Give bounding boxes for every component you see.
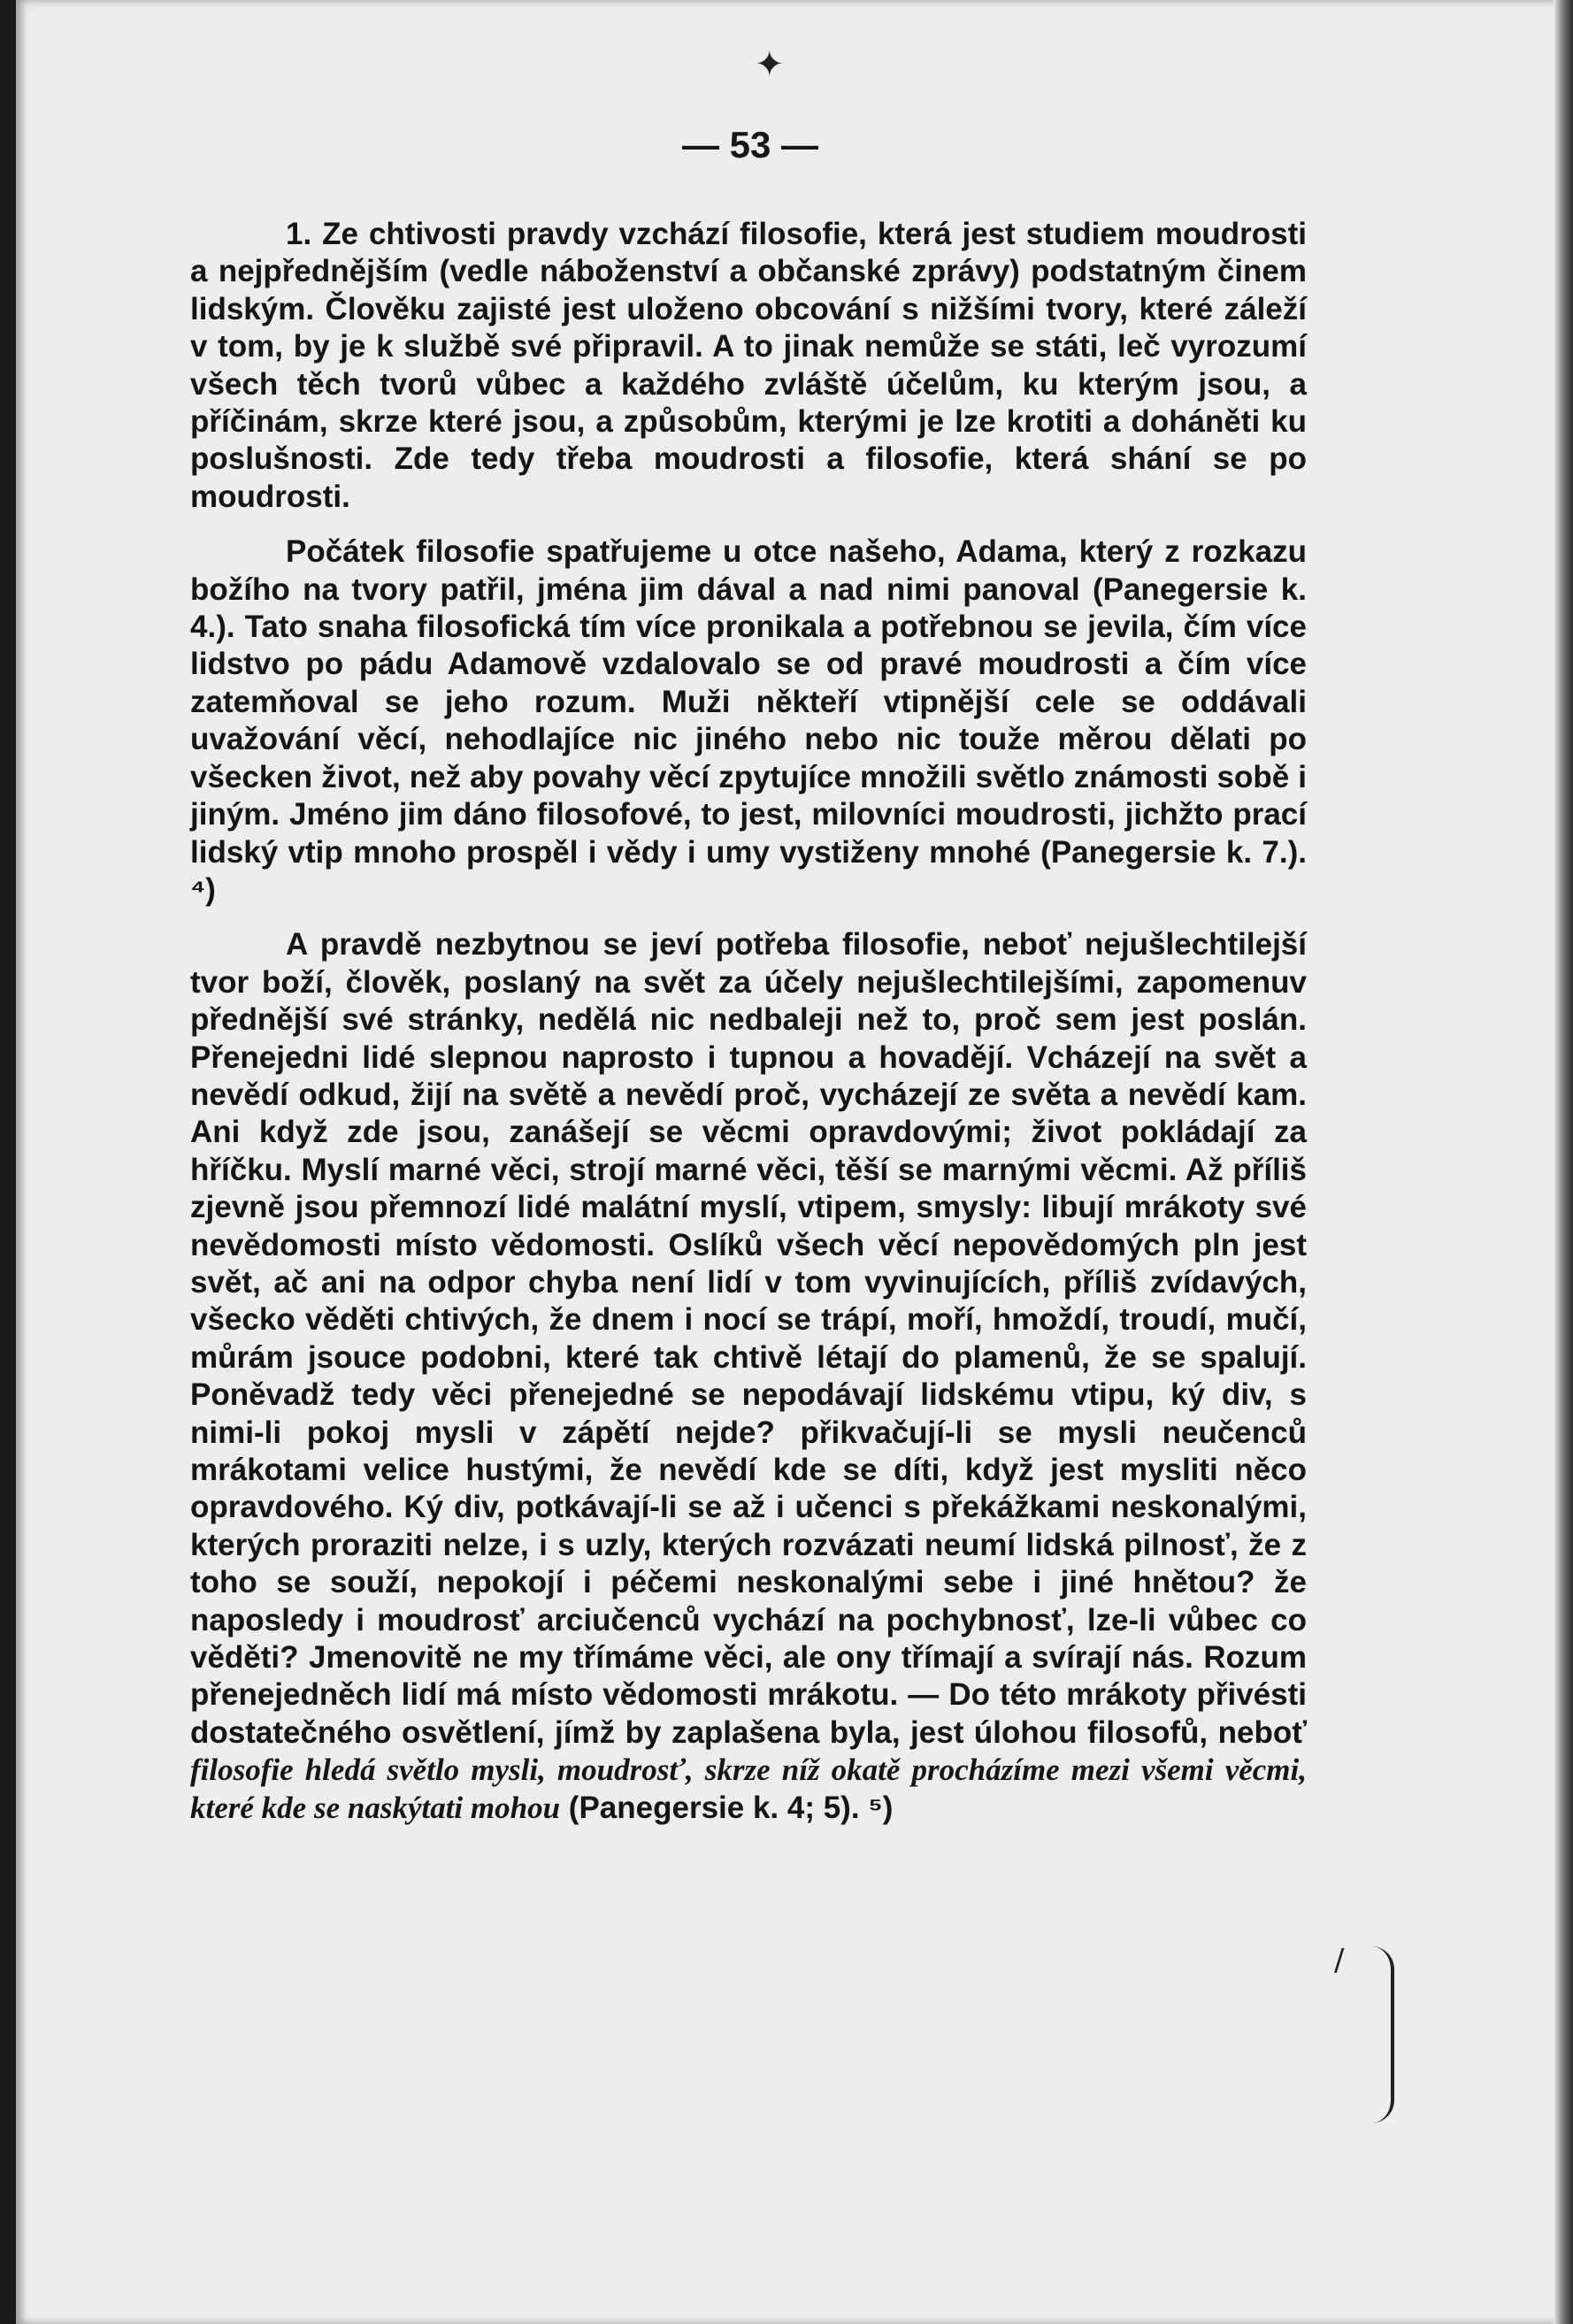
paragraph-3-text: A pravdě nezbytnou se jeví potřeba filosofie, neboť nejušlechtilejší tvor boží, člověk, poslaný na svět za účely nejušlechtilejšími, zapomenuv přednější své stránky, nedělá nic nedbaleji než to, proč sem jest poslán. Přenejedni lidé slepnou naprosto i tupnou a hovadějí. Vcházejí na svět a nevědí odkud, žijí na světě a nevědí proč, vycházejí ze světa a nevědí kam. Ani když zde jsou, zanášejí se věcmi opravdovými; život pokládají za hříčku. Myslí marné věci, strojí marné věci, těší se marnými věcmi. Až příliš zjevně jsou přemnozí lidé malátní myslí, vtipem, smysly: libují mrákoty své nevědomosti místo vědomosti. Oslíků všech věcí nepovědomých pln jest svět, ač ani na odpor chyba není lidí v tom vyvinujících, příliš zvídavých, všecko věděti chtivých, že dnem i nocí se trápí, moří, hmoždí, troudí, mučí, můrám jsouce podobni, které tak chtivě létají do plamenů, že se spalují. Poněvadž tedy věci přenejedné se nepodávají lidskému vtipu, ký div, s nimi-li pokoj mysli v zápětí nejde? přikvačují-li se mysli neučenců mrákotami velice hustými, že nevědí kde se díti, když jest mysliti něco opravdového. Ký div, potkávají-li se až i učenci s překážkami neskonalými, kterých proraziti nelze, i s uzly, kterých rozvázati neumí lidská pilnosť, že z toho se souží, nepokojí i péčemi neskonalými sebe i jiné hnětou? že naposledy i moudrosť arciučenců vychází na pochybnosť, lze-li vůbec co věděti? Jmenovitě ne my třímáme věci, ale ony třímají a svírají nás. Rozum přenejedněch lidí má místo vědomosti mrákotu. — Do této mrákoty přivésti dostatečného osvětlení, jímž by zaplašena byla, jest úlohou filosofů, neboť — [190, 927, 1307, 1750]
closing-citation: (Panegersie k. 4; 5). ⁵) — [568, 1790, 894, 1825]
page-edge-shadow — [1554, 0, 1573, 2324]
italic-quote: filosofie hledá světlo mysli, moudrosť, skrze níž okatě procházíme mezi všemi věcmi, které kde se naskýtati mohou — [190, 1753, 1307, 1825]
paragraph-3 — [190, 926, 1307, 1827]
ink-blot: ✦ — [755, 44, 785, 85]
margin-bracket — [1371, 1946, 1394, 2123]
margin-mark: / — [1334, 1943, 1345, 1978]
book-page — [16, 0, 1573, 2324]
paragraph-1: 1. Ze chtivosti pravdy vzchází filosofie, která jest studiem moudrosti a nejpřednějším (vedle náboženství a občanské zprávy) podstatným činem lidským. Člověku zajisté jest uloženo obcování s nižšími tvory, které záleží v tom, by je k službě své připravil. A to jinak nemůže se státi, leč vyrozumí všech těch tvorů vůbec a každého zvláště účelům, ku kterým jsou, a příčinám, skrze které jsou, a způsobům, kterými je lze krotiti a doháněti ku poslušnosti. Zde tedy třeba moudrosti a filosofie, která shání se po moudrosti. — [190, 217, 1307, 514]
body-text — [190, 216, 1307, 1827]
paragraph-2: Počátek filosofie spatřujeme u otce našeho, Adama, který z rozkazu božího na tvory patřil, jména jim dával a nad nimi panoval (Panegersie k. 4.). Tato snaha filosofická tím více pronikala a potřebnou se jevila, čím více lidstvo po pádu Adamově vzdalovalo se od pravé moudrosti a čím více zatemňoval se jeho rozum. Muži někteří vtipnější cele se oddávali uvažování věcí, nehodlajíce nic jiného nebo nic touže měrou dělati po všecken život, než aby povahy věcí zpytujíce množili světlo známosti sobě i jiným. Jméno jim dáno filosofové, to jest, milovníci moudrosti, jichžto prací lidský vtip mnoho prospěl i vědy i umy vystiženy mnohé (Panegersie k. 7.). ⁴) — [190, 534, 1307, 907]
page-number: — 53 — — [681, 124, 819, 165]
